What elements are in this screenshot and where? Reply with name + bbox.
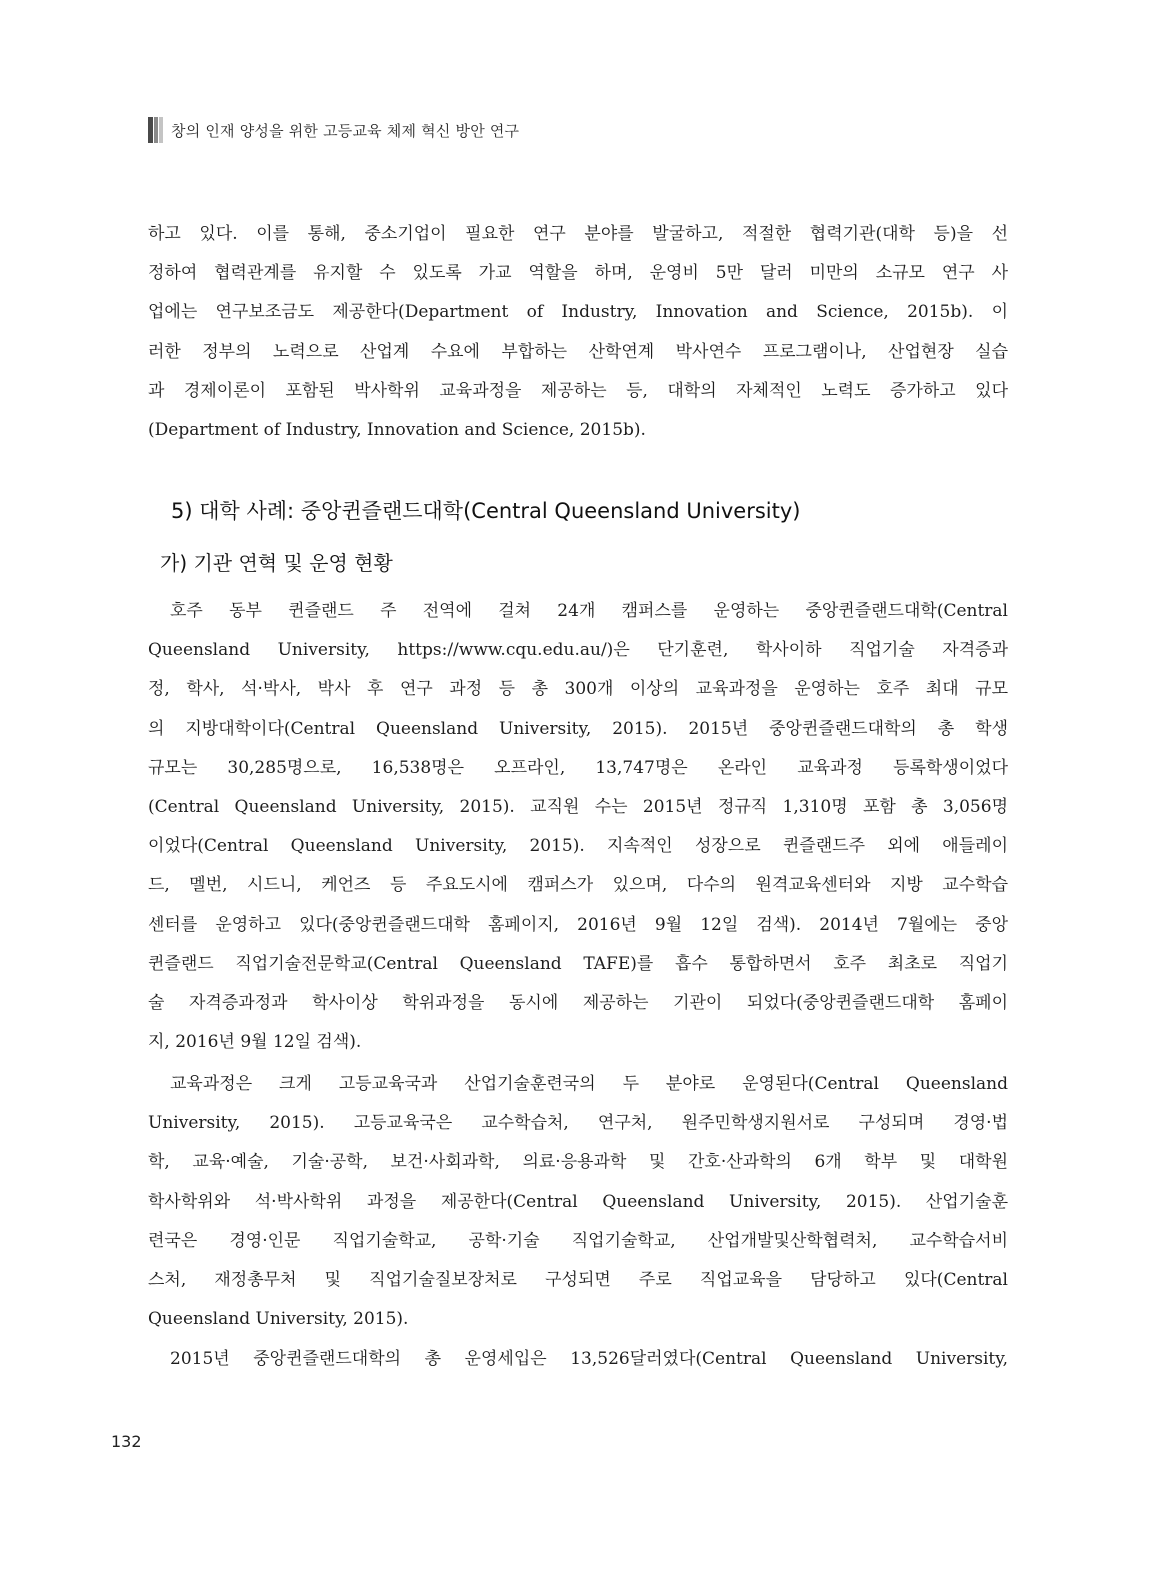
text-line: 교육과정은 크게 고등교육국과 산업기술훈련국의 두 분야로 운영된다(Central Queensland: [170, 1074, 1008, 1094]
text-line: 스처, 재정총무처 및 직업기술질보장처로 구성되면 주로 직업교육을 담당하고 있다(Central: [148, 1270, 1008, 1291]
intro-paragraph: [148, 215, 1008, 450]
text-line: 정하여 협력관계를 유지할 수 있도록 가교 역할을 하며, 운영비 5만 달러 미만의 소규모 연구 사: [148, 263, 1008, 284]
text-line: 정, 학사, 석·박사, 박사 후 연구 과정 등 총 300개 이상의 교육과정을 운영하는 호주 최대 규모: [148, 679, 1008, 700]
running-header: [148, 116, 519, 144]
text-line: Queensland University, 2015).: [148, 1309, 409, 1330]
text-line: 2015년 중앙퀸즐랜드대학의 총 운영세입은 13,526달러였다(Central Queensland University,: [170, 1349, 1008, 1369]
paragraph-institution-history: [148, 592, 1008, 1062]
text-line: University, 2015). 고등교육국은 교수학습처, 연구처, 원주민학생지원서로 구성되며 경영·법: [148, 1113, 1008, 1134]
text-line: Queensland University, https://www.cqu.edu.au/)은 단기훈련, 학사이하 직업기술 자격증과: [148, 640, 1008, 661]
text-line: 이었다(Central Queensland University, 2015). 지속적인 성장으로 퀸즐랜드주 외에 애들레이: [148, 836, 1008, 857]
text-line: 지, 2016년 9월 12일 검색).: [148, 1032, 362, 1053]
text-line: 학, 교육·예술, 기술·공학, 보건·사회과학, 의료·응용과학 및 간호·산과학의 6개 학부 및 대학원: [148, 1152, 1008, 1173]
text-line: 퀸즐랜드 직업기술전문학교(Central Queensland TAFE)를 흡수 통합하면서 호주 최초로 직업기: [148, 953, 1008, 974]
header-bar-ornament: [148, 117, 163, 143]
subsection-heading: 가) 기관 연혁 및 운영 현황: [160, 551, 393, 575]
text-line: 호주 동부 퀸즐랜드 주 전역에 걸쳐 24개 캠퍼스를 운영하는 중앙퀸즐랜드대학(Central: [170, 601, 1008, 621]
section-heading: 5) 대학 사례: 중앙퀸즐랜드대학(Central Queensland University): [171, 499, 801, 523]
text-line: 련국은 경영·인문 직업기술학교, 공학·기술 직업기술학교, 산업개발및산학협력처, 교수학습서비: [148, 1230, 1008, 1251]
paragraph-revenue: [148, 1340, 1008, 1379]
running-header-title: 창의 인재 양성을 위한 고등교육 체제 혁신 방안 연구: [171, 121, 520, 140]
text-line: 러한 정부의 노력으로 산업계 수요에 부합하는 산학연계 박사연수 프로그램이나, 산업현장 실습: [148, 341, 1008, 362]
text-line: 드, 멜번, 시드니, 케언즈 등 주요도시에 캠퍼스가 있으며, 다수의 원격교육센터와 지방 교수학습: [148, 875, 1008, 896]
text-line: 의 지방대학이다(Central Queensland University, 2015). 2015년 중앙퀸즐랜드대학의 총 학생: [148, 718, 1008, 739]
page-number: 132: [111, 1432, 142, 1451]
text-line: 술 자격증과정과 학사이상 학위과정을 동시에 제공하는 기관이 되었다(중앙퀸즐랜드대학 홈페이: [148, 993, 1008, 1014]
text-line: 센터를 운영하고 있다(중앙퀸즐랜드대학 홈페이지, 2016년 9월 12일 검색). 2014년 7월에는 중앙: [148, 914, 1008, 935]
text-line: 하고 있다. 이를 통해, 중소기업이 필요한 연구 분야를 발굴하고, 적절한 협력기관(대학 등)을 선: [148, 224, 1008, 244]
text-line: 규모는 30,285명으로, 16,538명은 오프라인, 13,747명은 온라인 교육과정 등록학생이었다: [148, 757, 1008, 778]
paragraph-curriculum: [148, 1065, 1008, 1339]
text-line: (Central Queensland University, 2015). 교직원 수는 2015년 정규직 1,310명 포함 총 3,056명: [148, 797, 1008, 818]
text-line: (Department of Industry, Innovation and Science, 2015b).: [148, 420, 646, 441]
text-line: 학사학위와 석·박사학위 과정을 제공한다(Central Queensland University, 2015). 산업기술훈: [148, 1191, 1008, 1212]
text-line: 과 경제이론이 포함된 박사학위 교육과정을 제공하는 등, 대학의 자체적인 노력도 증가하고 있다: [148, 380, 1008, 401]
text-line: 업에는 연구보조금도 제공한다(Department of Industry, Innovation and Science, 2015b). 이: [148, 302, 1008, 323]
